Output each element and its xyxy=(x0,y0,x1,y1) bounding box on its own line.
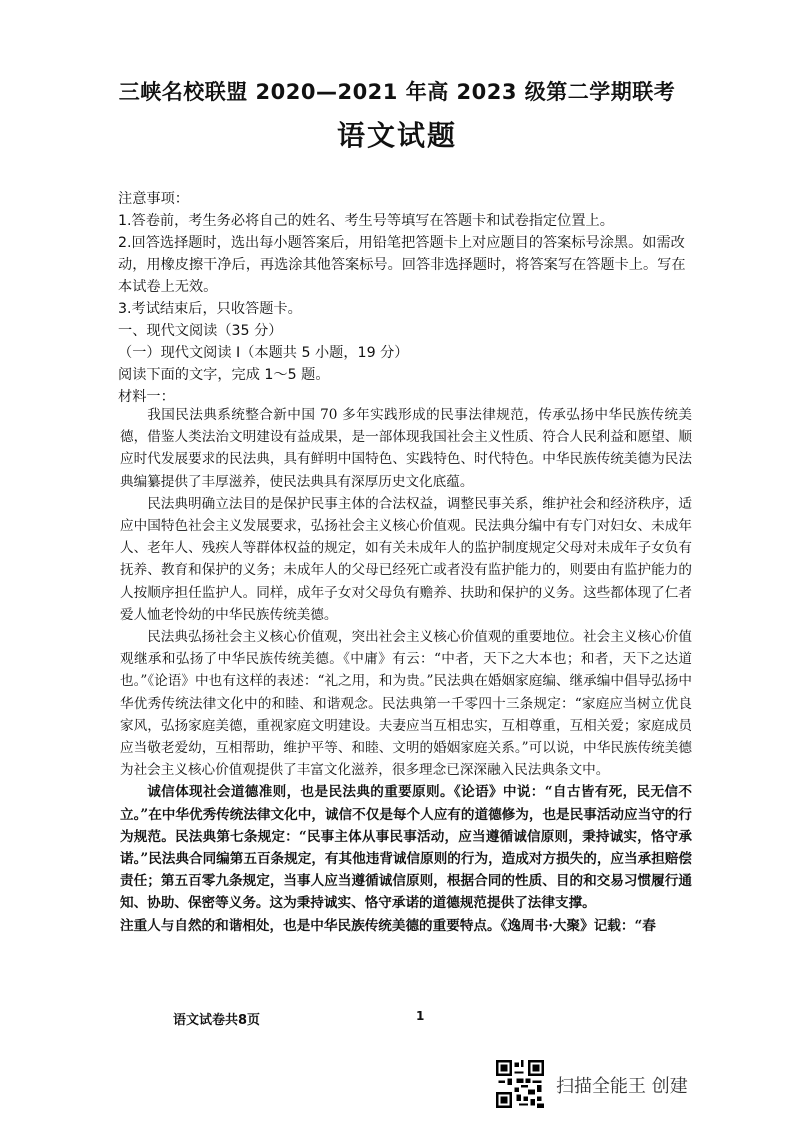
passage-paragraph: 我国民法典系统整合新中国 70 多年实践形成的民事法律规范，传承弘扬中华民族传统美德，借鉴人类法治文明建设有益成果，是一部体现我国社会主义性质、符合人民利益和愿望、顺应时代发展要求的民法典，具有鲜明中国特色、实践特色、时代特色。中华民族传统美德为民法典编纂提供了丰厚滋养，使民法典具有深厚历史文化底蕴。 xyxy=(120,407,692,490)
passage-paragraph: 诚信体现社会道德准则，也是民法典的重要原则。《论语》中说：“自古皆有死，民无信不立。”在中华优秀传统法律文化中，诚信不仅是每个人应有的道德修为，也是民事活动应当守的行为规范。民法典第七条规定：“民事主体从事民事活动，应当遵循诚信原则，秉持诚实，恪守承诺。”民法典合同编第五百条规定，有其他违背诚信原则的行为，造成对方损失的，应当承担赔偿责任；第五百零九条规定，当事人应当遵循诚信原则，根据合同的性质、目的和交易习惯履行通知、协助、保密等义务。这为秉持诚实、恪守承诺的道德规范提供了法律支撑。 xyxy=(120,784,692,912)
page-count: 语文试卷共8页 xyxy=(173,1013,261,1028)
passage-paragraph: 注重人与自然的和谐相处，也是中华民族传统美德的重要特点。《逸周书·大聚》记载：“春 xyxy=(120,917,656,934)
notes-heading: 注意事项： xyxy=(118,191,189,207)
qr-code-icon xyxy=(496,1060,544,1108)
instructions xyxy=(118,188,690,408)
exam-subtitle: 语文试题 xyxy=(336,119,457,152)
scanner-watermark: 扫描全能王 创建 xyxy=(556,1076,688,1097)
passage-paragraph: 民法典弘扬社会主义核心价值观，突出社会主义核心价值观的重要地位。社会主义核心价值观继承和弘扬了中华民族传统美德。《中庸》有云：“中者，天下之大本也；和者，天下之达道也。”《论语》中也有这样的表述：“礼之用，和为贵。”民法典在婚姻家庭编、继承编中倡导弘扬中华优秀传统法律文化中的和睦、和谐观念。民法典第一千零四十三条规定：“家庭应当树立优良家风，弘扬家庭美德，重视家庭文明建设。夫妻应当互相忠实，互相尊重，互相关爱；家庭成员应当敬老爱幼，互相帮助，维护平等、和睦、文明的婚姻家庭关系。”可以说，中华民族传统美德为社会主义核心价值观提供了丰富文化滋养，很多理念已深深融入民法典条文中。 xyxy=(120,629,692,779)
reading-passage xyxy=(120,404,692,937)
reading-instruction: 阅读下面的文字，完成 1～5 题。 xyxy=(118,367,330,383)
page-number: 1 xyxy=(416,1009,425,1023)
passage-paragraph: 民法典明确立法目的是保护民事主体的合法权益，调整民事关系，维护社会和经济秩序，适应中国特色社会主义发展要求，弘扬社会主义核心价值观。民法典分编中有专门对妇女、未成年人、老年人、残疾人等群体权益的规定，如有关未成年人的监护制度规定父母对未成年子女负有抚养、教育和保护的义务；未成年人的父母已经死亡或者没有监护能力的，则要由有监护能力的人按顺序担任监护人。同样，成年子女对父母负有赡养、扶助和保护的义务。这些都体现了仁者爱人恤老怜幼的中华民族传统美德。 xyxy=(120,495,692,623)
material-label: 材料一： xyxy=(118,389,175,405)
exam-title: 三峡名校联盟 2020—2021 年高 2023 级第二学期联考 xyxy=(118,80,676,104)
subsection-heading: （一）现代文阅读 I（本题共 5 小题，19 分） xyxy=(118,345,409,361)
section-heading: 一、现代文阅读（35 分） xyxy=(118,323,283,339)
note-item: 3.考试结束后，只收答题卡。 xyxy=(118,301,302,317)
note-item: 2.回答选择题时，选出每小题答案后，用铅笔把答题卡上对应题目的答案标号涂黑。如需改动，用橡皮擦干净后，再选涂其他答案标号。回答非选择题时，将答案写在答题卡上。写在本试卷上无效。 xyxy=(118,235,686,295)
note-item: 1.答卷前，考生务必将自己的姓名、考生号等填写在答题卡和试卷指定位置上。 xyxy=(118,213,614,229)
